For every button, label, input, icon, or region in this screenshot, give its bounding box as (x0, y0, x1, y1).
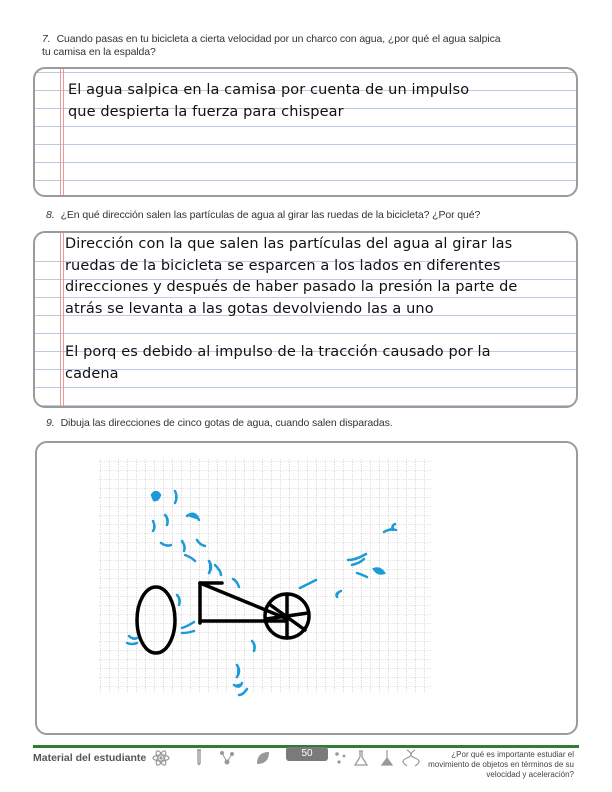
lab-equipment-icon (378, 749, 396, 767)
margin-line (60, 233, 61, 406)
question-text: Dibuja las direcciones de cinco gotas de agua, cuando salen disparadas. (60, 417, 393, 429)
question-number: 8. (46, 209, 55, 221)
dna-icon (402, 749, 420, 767)
answer-line: El porq es debido al impulso de la tracción causado por la (65, 344, 491, 360)
flask-icon (352, 749, 370, 767)
answer-box-7[interactable] (33, 67, 578, 197)
drawing-area[interactable] (35, 441, 578, 735)
question-number: 7. (42, 33, 51, 45)
page-number: 50 (286, 747, 328, 761)
answer-box-8[interactable] (33, 231, 578, 408)
answer-line: Dirección con la que salen las partículas del agua al girar las (65, 236, 513, 252)
question-7 (42, 33, 582, 59)
answer-text-8b (65, 342, 575, 385)
dots-icon (332, 749, 350, 767)
answer-line: que despierta la fuerza para chispear (68, 103, 344, 120)
answer-line: ruedas de la bicicleta se esparcen a los lados en diferentes (65, 257, 501, 274)
question-text: ¿En qué dirección salen las partículas de agua al girar las ruedas de la bicicleta? ¿Por qué? (60, 209, 481, 221)
footer-label: Material del estudiante (33, 752, 147, 764)
question-number: 9. (46, 417, 55, 429)
footer-question: ¿Por qué es importante estudiar el movimiento de objetos en términos de su velocidad y aceleración? (428, 750, 574, 779)
answer-line: direcciones y después de haber pasado la presión la parte de (65, 279, 518, 295)
atom-icon (152, 749, 170, 767)
answer-line: cadena (65, 365, 119, 382)
answer-line: atrás se levanta a las gotas devolviendo las a uno (65, 300, 434, 317)
test-tube-icon (190, 749, 208, 767)
question-text: Cuando pasas en tu bicicleta a cierta velocidad por un charco con agua, ¿por qué el agua salpica (56, 33, 501, 45)
question-8 (46, 209, 586, 222)
grid-paper (99, 459, 432, 693)
answer-text-7 (68, 80, 573, 123)
molecule-icon (218, 749, 236, 767)
margin-line (63, 233, 64, 406)
margin-line (60, 69, 61, 195)
question-text-cont: tu camisa en la espalda? (42, 46, 156, 58)
margin-line (63, 69, 64, 195)
leaf-icon (254, 749, 272, 767)
drawing-canvas (37, 443, 578, 735)
answer-line: El agua salpica en la camisa por cuenta de un impulso (68, 82, 470, 98)
question-9 (46, 417, 586, 430)
answer-text-8 (65, 234, 575, 320)
